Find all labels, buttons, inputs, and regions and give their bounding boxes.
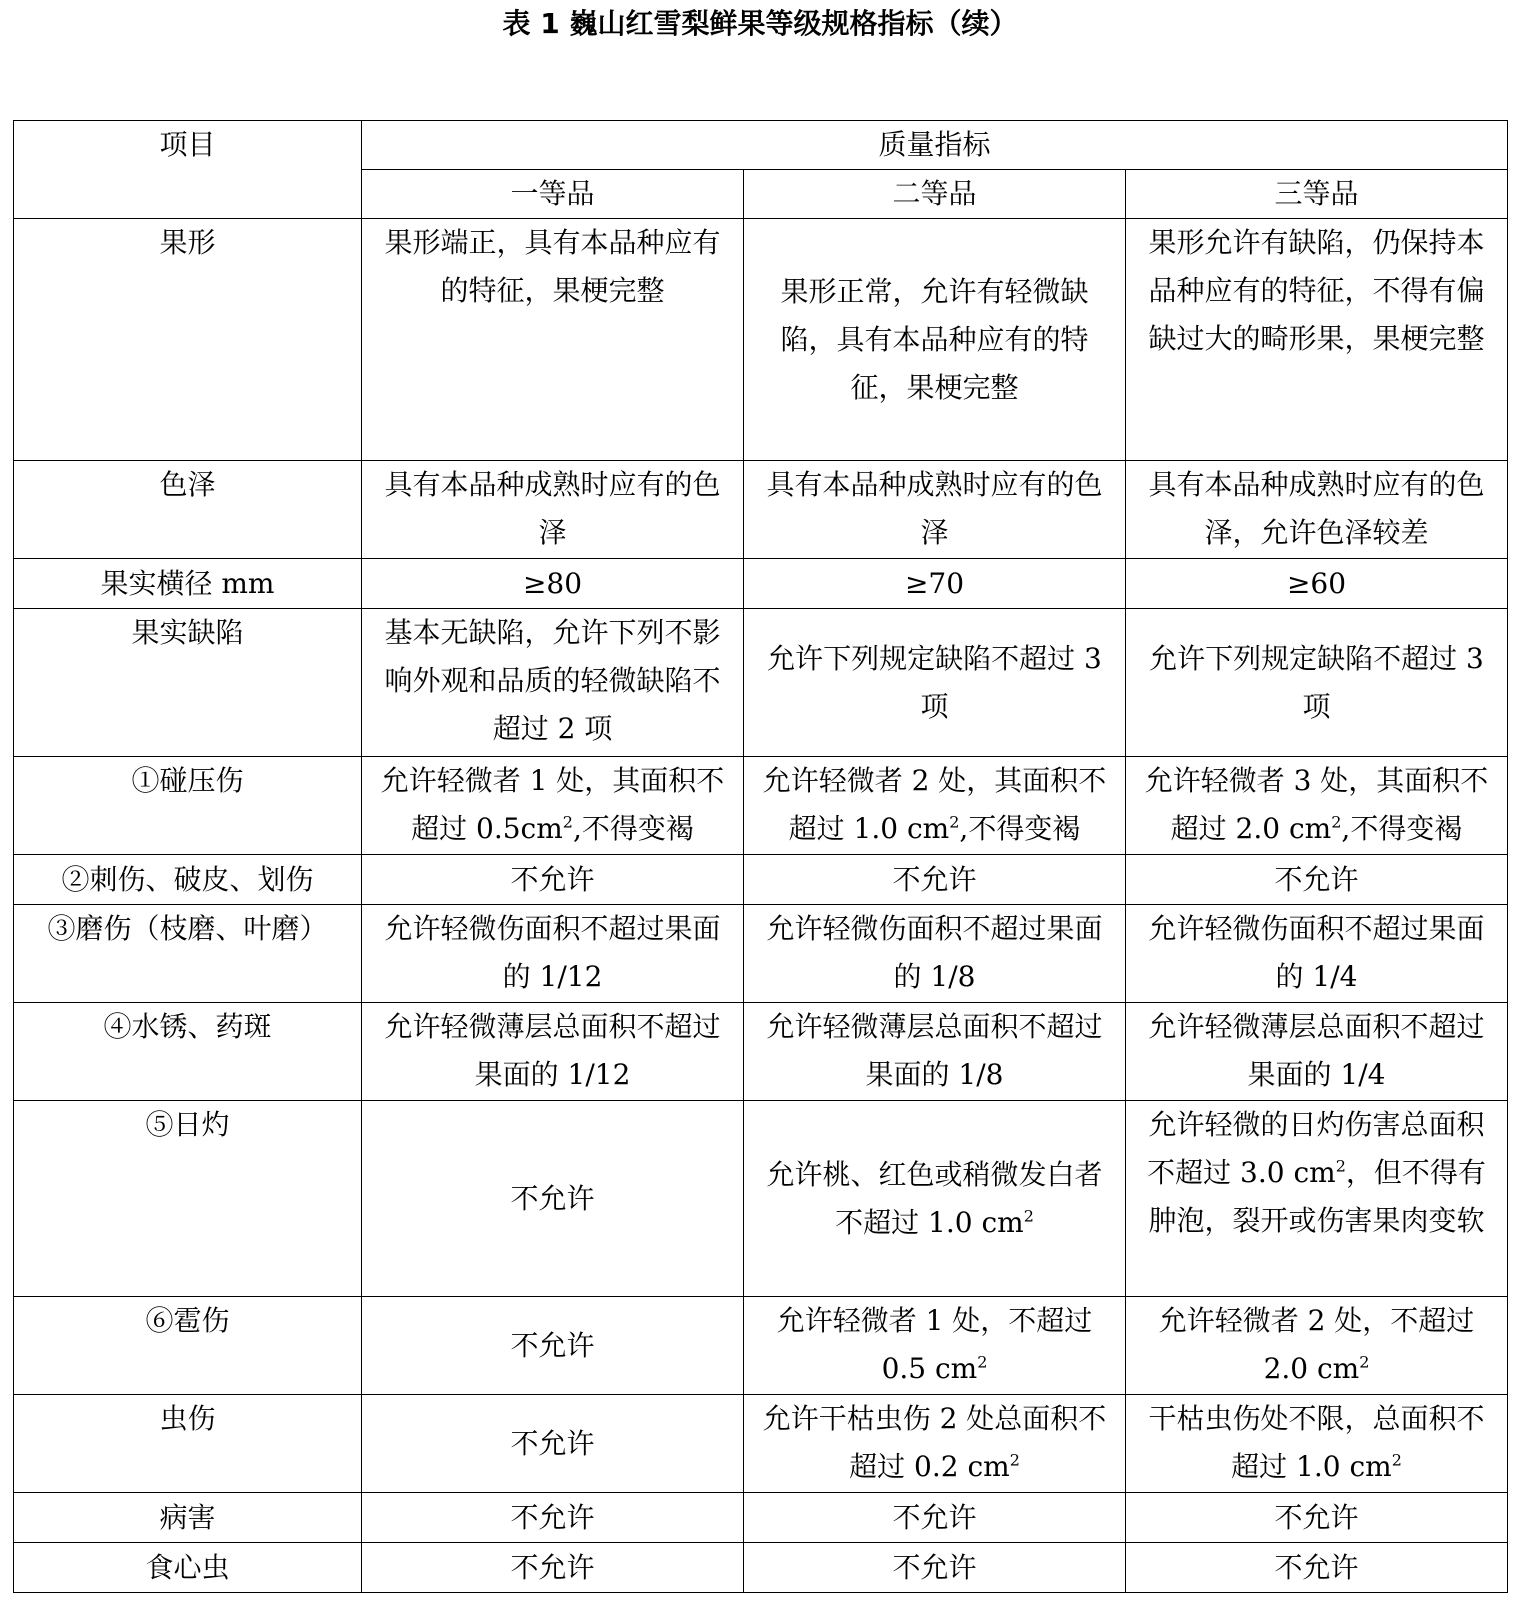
cell-grade-1: 允许轻微者 1 处，其面积不超过 $0.5cm^2$,不得变褐 <box>362 757 744 855</box>
row-label: 病害 <box>14 1493 362 1543</box>
cell-grade-3: 不允许 <box>1126 1493 1508 1543</box>
cell-grade-2: 允许桃、红色或稍微发白者不超过 1.0 $cm^2$ <box>744 1101 1126 1297</box>
cell-grade-1: 不允许 <box>362 1297 744 1395</box>
cell-grade-3: 允许轻微者 3 处，其面积不超过 2.0 $cm^2$,不得变褐 <box>1126 757 1508 855</box>
header-grade-3: 三等品 <box>1126 170 1508 219</box>
row-label: 色泽 <box>14 461 362 559</box>
cell-grade-2: 允许干枯虫伤 2 处总面积不超过 0.2 $cm^2$ <box>744 1395 1126 1493</box>
cell-grade-1: 不允许 <box>362 1101 744 1297</box>
cell-grade-3: 允许轻微薄层总面积不超过果面的 1/4 <box>1126 1003 1508 1101</box>
cell-grade-3: 允许下列规定缺陷不超过 3 项 <box>1126 609 1508 757</box>
row-label: ⑤日灼 <box>14 1101 362 1297</box>
cell-grade-2: 果形正常，允许有轻微缺陷，具有本品种应有的特征，果梗完整 <box>744 219 1126 461</box>
row-label: ②刺伤、破皮、划伤 <box>14 855 362 905</box>
cell-grade-2: 允许轻微者 1 处，不超过 0.5 $cm^2$ <box>744 1297 1126 1395</box>
table-title: 表 1 巍山红雪梨鲜果等级规格指标（续） <box>502 7 1018 40</box>
header-quality: 质量指标 <box>362 121 1508 170</box>
row-label: 食心虫 <box>14 1543 362 1593</box>
row-label: 虫伤 <box>14 1395 362 1493</box>
cell-grade-2: 允许轻微伤面积不超过果面的 1/8 <box>744 905 1126 1003</box>
cell-grade-1: 果形端正，具有本品种应有的特征，果梗完整 <box>362 219 744 461</box>
cell-grade-1: ≥80 <box>362 559 744 609</box>
cell-grade-1: 允许轻微薄层总面积不超过果面的 1/12 <box>362 1003 744 1101</box>
cell-grade-2: 不允许 <box>744 1493 1126 1543</box>
row-label: 果实缺陷 <box>14 609 362 757</box>
header-grade-1: 一等品 <box>362 170 744 219</box>
cell-grade-3: ≥60 <box>1126 559 1508 609</box>
cell-grade-1: 不允许 <box>362 1395 744 1493</box>
cell-grade-2: 允许轻微薄层总面积不超过果面的 1/8 <box>744 1003 1126 1101</box>
row-label: ①碰压伤 <box>14 757 362 855</box>
cell-grade-3: 允许轻微的日灼伤害总面积不超过 3.0 $cm^2$，但不得有肿泡，裂开或伤害果肉变软 <box>1126 1101 1508 1297</box>
cell-grade-1: 不允许 <box>362 855 744 905</box>
grade-spec-table <box>13 120 1508 1593</box>
cell-grade-3: 干枯虫伤处不限，总面积不超过 1.0 $cm^2$ <box>1126 1395 1508 1493</box>
cell-grade-2: ≥70 <box>744 559 1126 609</box>
row-label: ③磨伤（枝磨、叶磨） <box>14 905 362 1003</box>
cell-grade-2: 不允许 <box>744 1543 1126 1593</box>
cell-grade-3: 允许轻微者 2 处，不超过 2.0 $cm^2$ <box>1126 1297 1508 1395</box>
row-label: 果实横径 mm <box>14 559 362 609</box>
header-item: 项目 <box>14 121 362 219</box>
row-label: ⑥雹伤 <box>14 1297 362 1395</box>
row-label: 果形 <box>14 219 362 461</box>
cell-grade-2: 允许下列规定缺陷不超过 3 项 <box>744 609 1126 757</box>
cell-grade-1: 基本无缺陷，允许下列不影响外观和品质的轻微缺陷不超过 2 项 <box>362 609 744 757</box>
cell-grade-1: 不允许 <box>362 1493 744 1543</box>
cell-grade-3: 果形允许有缺陷，仍保持本品种应有的特征，不得有偏缺过大的畸形果，果梗完整 <box>1126 219 1508 461</box>
header-grade-2: 二等品 <box>744 170 1126 219</box>
row-label: ④水锈、药斑 <box>14 1003 362 1101</box>
cell-grade-1: 具有本品种成熟时应有的色泽 <box>362 461 744 559</box>
cell-grade-3: 具有本品种成熟时应有的色泽，允许色泽较差 <box>1126 461 1508 559</box>
cell-grade-1: 不允许 <box>362 1543 744 1593</box>
cell-grade-2: 不允许 <box>744 855 1126 905</box>
cell-grade-2: 具有本品种成熟时应有的色泽 <box>744 461 1126 559</box>
cell-grade-1: 允许轻微伤面积不超过果面的 1/12 <box>362 905 744 1003</box>
cell-grade-3: 不允许 <box>1126 1543 1508 1593</box>
cell-grade-3: 不允许 <box>1126 855 1508 905</box>
cell-grade-2: 允许轻微者 2 处，其面积不超过 1.0 $cm^2$,不得变褐 <box>744 757 1126 855</box>
cell-grade-3: 允许轻微伤面积不超过果面的 1/4 <box>1126 905 1508 1003</box>
